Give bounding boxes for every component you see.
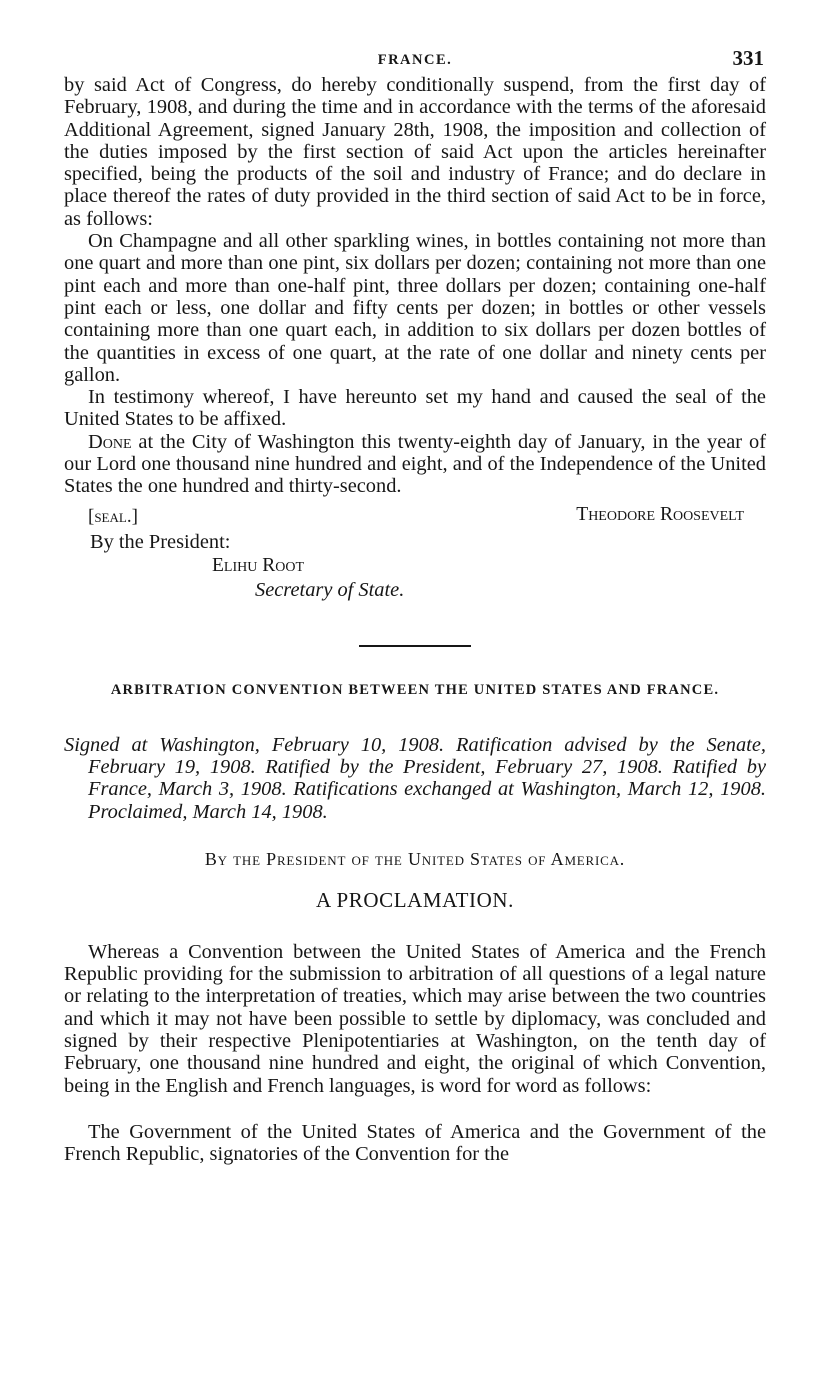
section-divider	[359, 645, 471, 647]
done-paragraph	[64, 431, 766, 498]
continuation-paragraph: by said Act of Congress, do hereby conditionally suspend, from the first day of February, 1908, and during the time and in accordance with the terms of the aforesaid Additional Agreement, signed January 28th, 1908, the imposition and collection of the duties imposed by the first section of said Act upon the articles hereinafter specified, being the products of the soil and industry of France; and do declare in place thereof the rates of duty provided in the third section of said Act to be in force, as follows:	[64, 74, 766, 230]
by-the-president-heading: By the President of the United States of America.	[204, 848, 626, 869]
convention-title: ARBITRATION CONVENTION BETWEEN THE UNITED STATES AND FRANCE.	[110, 681, 720, 698]
testimony-paragraph: In testimony whereof, I have hereunto set my hand and caused the seal of the United States to be affixed.	[64, 386, 766, 431]
running-head	[64, 40, 766, 74]
proclamation-heading: A PROCLAMATION.	[315, 887, 515, 912]
secretary-title: Secretary of State.	[255, 578, 405, 601]
secretary-name: Elihu Root	[212, 554, 304, 576]
signature-row	[64, 502, 766, 530]
government-paragraph: The Government of the United States of America and the Government of the French Republic, signatories of the Convention for the	[64, 1120, 766, 1166]
page-number: 331	[732, 46, 764, 70]
by-the-president: By the President:	[90, 530, 231, 553]
document-page	[64, 40, 766, 1166]
whereas-paragraph: Whereas a Convention between the United States of America and the French Republic providing for the submission to arbitration of all questions of a legal nature or relating to the interpretation of treaties, which may arise between the two countries and which it may not have been possible to settle by diplomacy, was concluded and signed by their respective Plenipotentiaries at Washington, on the tenth day of February, one thousand nine hundred and eight, the original of which Convention, being in the English and French languages, is word for word as follows:	[64, 940, 766, 1097]
ratification-history: Signed at Washington, February 10, 1908. Ratification advised by the Senate, February 19, 1908. Ratified by the President, February 27, 1908. Ratified by France, March 3, 1908. Ratifications exchanged at Washington, March 12, 1908. Proclaimed, March 14, 1908.	[64, 733, 766, 823]
done-rest: at the City of Washington this twenty-eighth day of January, in the year of our Lord one thousand nine hundred and eight, and of the Independence of the United States the one hundred and thirty-second.	[64, 430, 766, 498]
champagne-duty-paragraph: On Champagne and all other sparkling wines, in bottles containing not more than one quart and more than one pint, six dollars per dozen; containing not more than one pint each and more than one-half pint, three dollars per dozen; containing one-half pint each or less, one dollar and fifty cents per dozen; in bottles or other vessels containing more than one quart each, in addition to six dollars per dozen bottles of the quantities in excess of one quart, at the rate of one dollar and ninety cents per gallon.	[64, 230, 766, 386]
president-signature: Theodore Roosevelt	[576, 503, 744, 525]
seal-mark: [seal.]	[88, 505, 138, 527]
running-title: FRANCE.	[377, 52, 453, 68]
done-lead: Done	[88, 430, 132, 453]
